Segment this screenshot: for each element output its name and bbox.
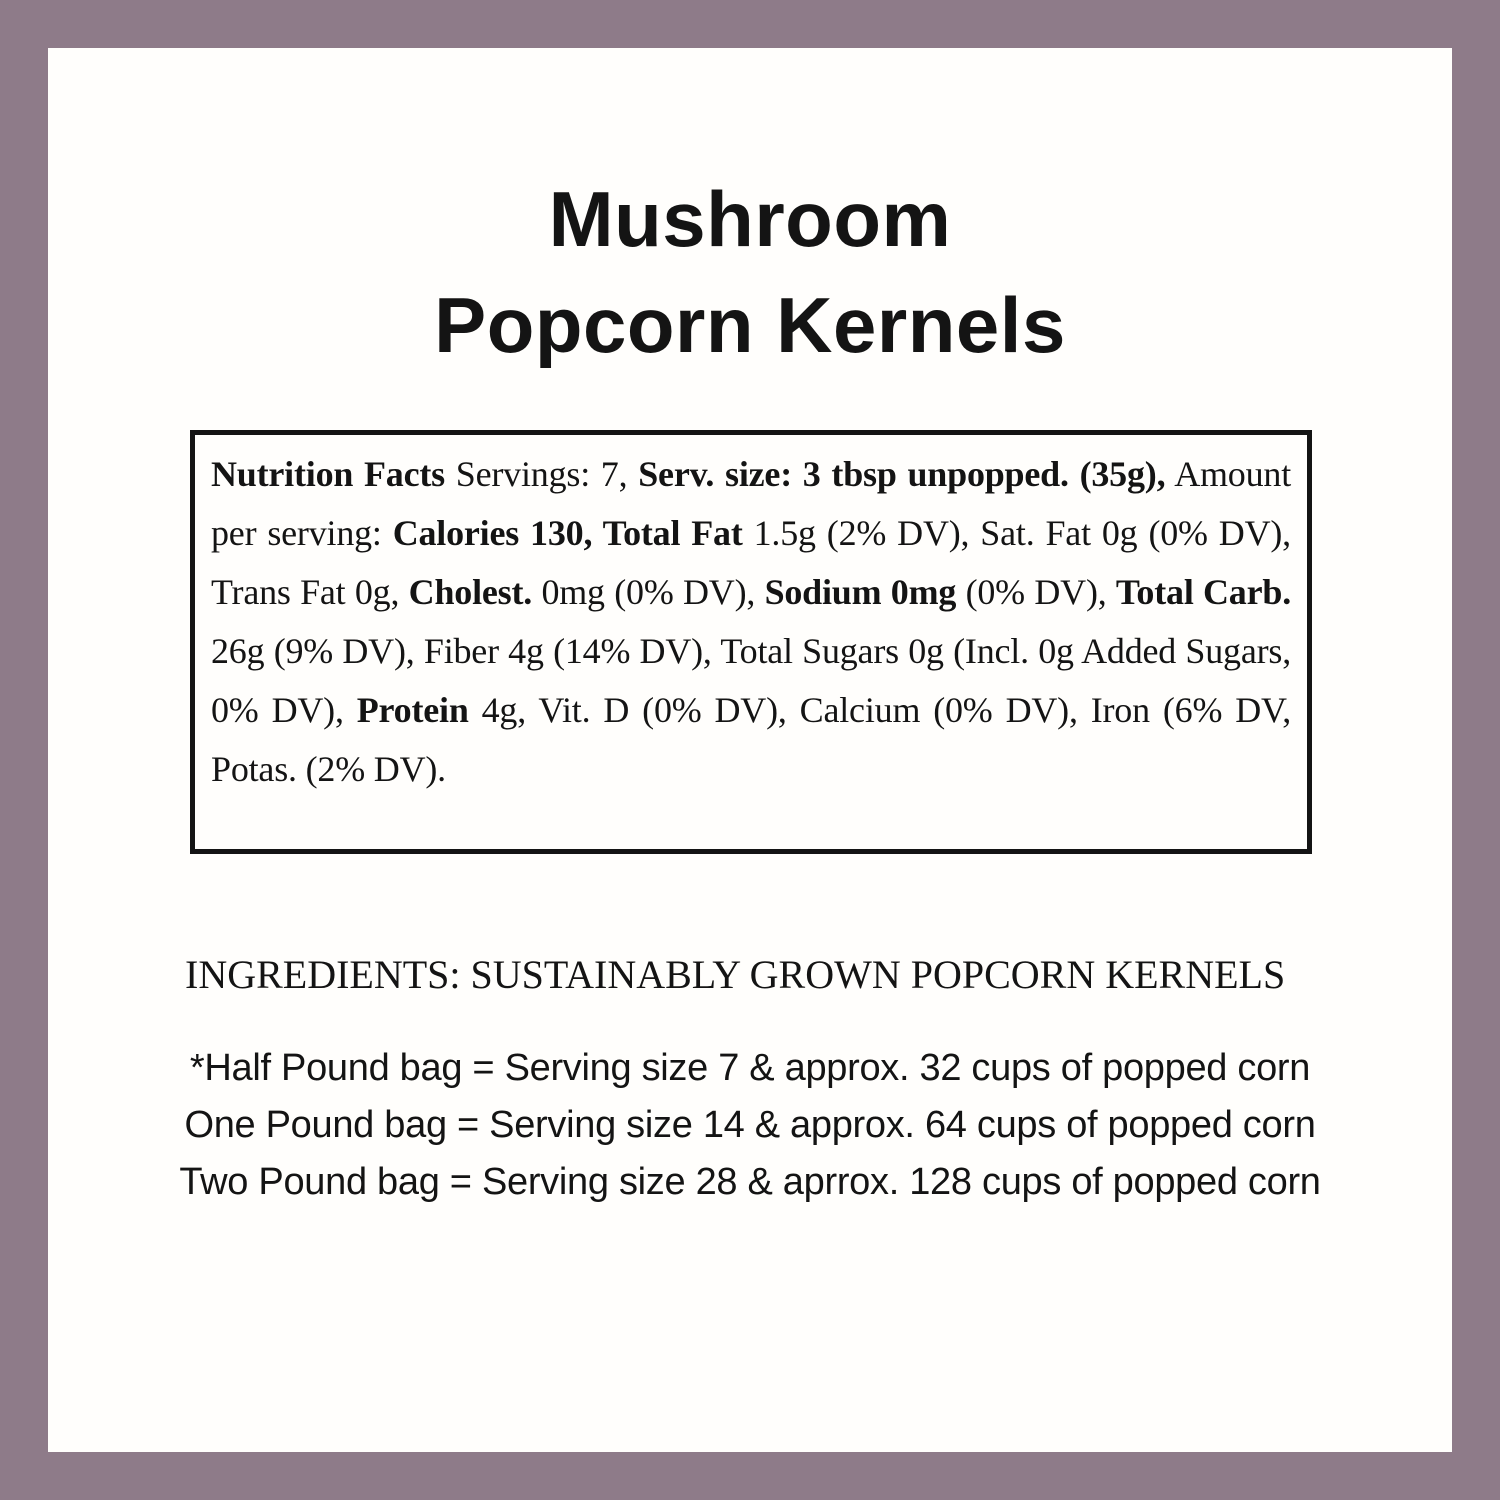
serving-note-two-pound: Two Pound bag = Serving size 28 & aprrox. 128 cups of popped corn — [179, 1161, 1321, 1203]
label-page — [48, 48, 1452, 1452]
nutrition-facts-box — [190, 430, 1312, 854]
nutrition-facts-text: Nutrition Facts Servings: 7, Serv. size: 3 tbsp unpopped. (35g), Amount per serving: Calories 130, Total Fat 1.5g (2% DV), Sat. Fat 0g (0% DV), Trans Fat 0g, Cholest. 0mg (0% DV), Sodium 0mg (0% DV), Total Carb. 26g (9% DV), Fiber 4g (14% DV), Total Sugars 0g (Incl. 0g Added Sugars, 0% DV), Protein 4g, Vit. D (0% DV), Calcium (0% DV), Iron (6% DV, Potas. (2% DV). — [211, 454, 1292, 789]
serving-note-half-pound: *Half Pound bag = Serving size 7 & approx. 32 cups of popped corn — [189, 1047, 1311, 1089]
serving-note-one-pound: One Pound bag = Serving size 14 & approx. 64 cups of popped corn — [184, 1104, 1316, 1146]
serving-notes — [48, 1040, 1452, 1211]
product-title-line1: Mushroom — [548, 175, 952, 263]
product-title — [48, 166, 1452, 378]
product-title-line2: Popcorn Kernels — [434, 281, 1066, 369]
ingredients-text: INGREDIENTS: SUSTAINABLY GROWN POPCORN KERNELS — [185, 952, 1286, 997]
